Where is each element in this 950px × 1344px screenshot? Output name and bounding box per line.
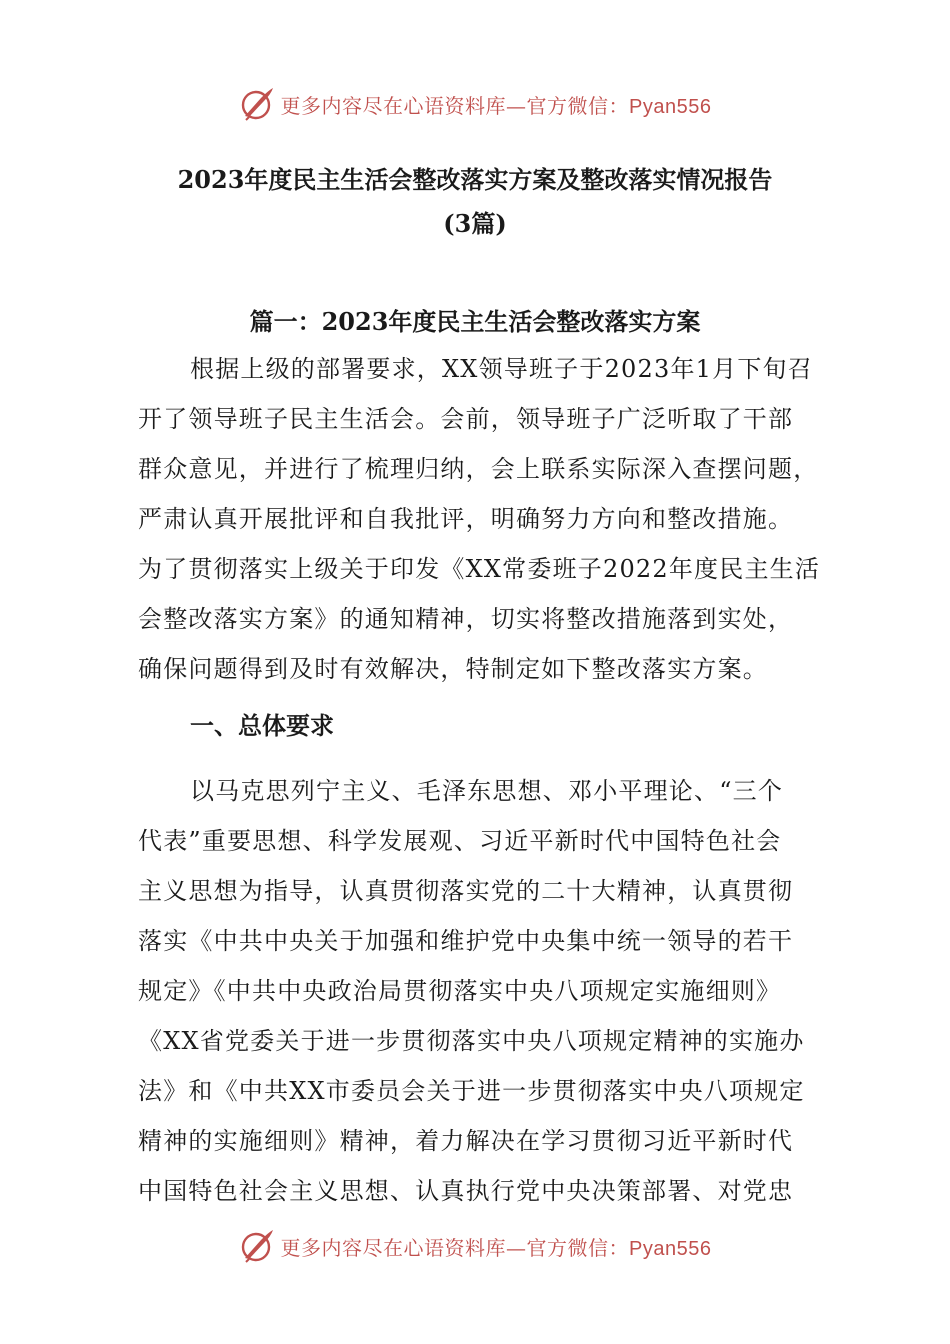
watermark-separator: — xyxy=(506,93,527,118)
paragraph-line: 为了贯彻落实上级关于印发《XX常委班子2022年度民主生活 xyxy=(138,555,821,583)
intro-paragraph xyxy=(138,344,828,694)
watermark-wechat-id: Pyan556 xyxy=(629,1237,712,1260)
watermark-main: 更多内容尽在心语资料库 xyxy=(280,1235,507,1260)
watermark-main: 更多内容尽在心语资料库 xyxy=(280,93,507,118)
paragraph-line: 群众意见，并进行了梳理归纳，会上联系实际深入查摆问题， xyxy=(138,455,819,483)
quill-logo-icon xyxy=(239,1228,275,1264)
paragraph-line: 以马克思列宁主义、毛泽东思想、邓小平理论、“三个 xyxy=(190,777,784,805)
paragraph-line: 根据上级的部署要求，XX领导班子于2023年1月下旬召 xyxy=(190,355,813,383)
paragraph-line: 确保问题得到及时有效解决，特制定如下整改落实方案。 xyxy=(138,655,768,683)
chapter-title: 篇一：2023年度民主生活会整改落实方案 xyxy=(249,307,701,336)
quill-logo-icon xyxy=(239,86,275,122)
watermark-text xyxy=(281,90,712,119)
paragraph-line: 严肃认真开展批评和自我批评，明确努力方向和整改措施。 xyxy=(138,505,794,533)
paragraph-line: 代表”重要思想、科学发展观、习近平新时代中国特色社会 xyxy=(138,827,782,855)
paragraph-line: 中国特色社会主义思想、认真执行党中央决策部署、对党忠 xyxy=(138,1177,794,1205)
paragraph-line: 主义思想为指导，认真贯彻落实党的二十大精神，认真贯彻 xyxy=(138,877,794,905)
paragraph-line: 精神的实施细则》精神，着力解决在学习贯彻习近平新时代 xyxy=(138,1127,794,1155)
paragraph-line: 《XX省党委关于进一步贯彻落实中央八项规定精神的实施办 xyxy=(138,1027,805,1055)
paragraph-line: 开了领导班子民主生活会。会前，领导班子广泛听取了干部 xyxy=(138,405,794,433)
document-subtitle: (3篇) xyxy=(443,209,507,238)
watermark-tail: 官方微信： xyxy=(526,1235,630,1260)
paragraph-line: 会整改落实方案》的通知精神，切实将整改措施落到实处， xyxy=(138,605,794,633)
watermark-text xyxy=(281,1232,712,1261)
watermark-banner-top xyxy=(0,84,950,124)
paragraph-line: 法》和《中共XX市委员会关于进一步贯彻落实中央八项规定 xyxy=(138,1077,805,1105)
watermark-tail: 官方微信： xyxy=(526,93,630,118)
document-title: 2023年度民主生活会整改落实方案及整改落实情况报告 xyxy=(177,165,773,194)
paragraph-line: 落实《中共中央关于加强和维护党中央集中统一领导的若干 xyxy=(138,927,794,955)
watermark-wechat-id: Pyan556 xyxy=(629,95,712,118)
section-paragraph xyxy=(138,766,828,1216)
watermark-separator: — xyxy=(506,1235,527,1260)
paragraph-line: 规定》《中共中央政治局贯彻落实中央八项规定实施细则》 xyxy=(138,977,782,1005)
watermark-banner-bottom xyxy=(0,1226,950,1266)
section-heading: 一、总体要求 xyxy=(190,711,334,740)
